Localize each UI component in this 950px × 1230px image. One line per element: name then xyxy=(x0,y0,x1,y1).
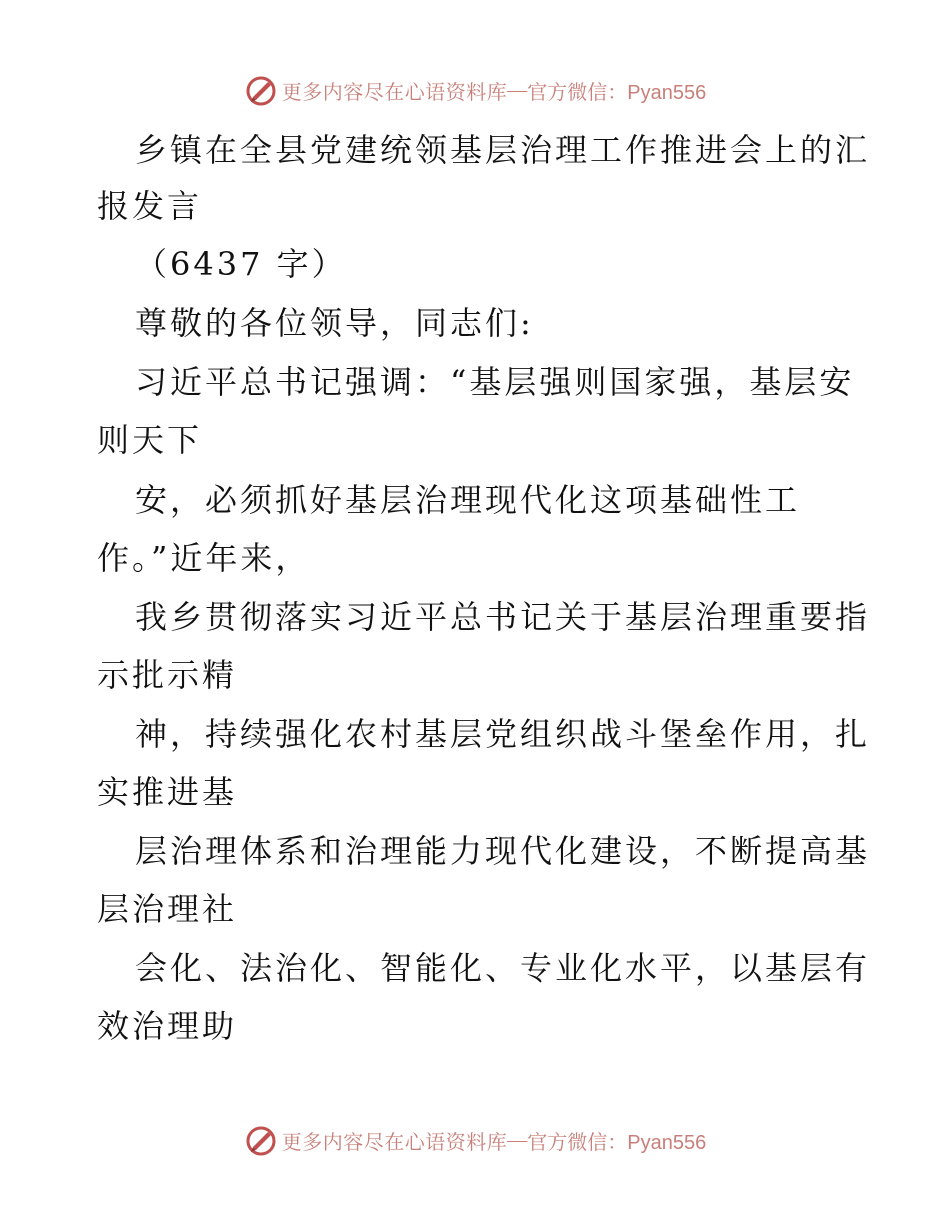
footer-banner-text: 更多内容尽在心语资料库 xyxy=(281,1131,508,1154)
title-line-2: 报发言 xyxy=(97,187,203,225)
body-line: 实推进基 xyxy=(97,773,238,811)
header-banner-text: 更多内容尽在心语资料库 xyxy=(281,81,508,104)
title-line-1: 乡镇在全县党建统领基层治理工作推进会上的汇 xyxy=(135,131,871,169)
header-banner xyxy=(0,70,950,110)
body-line: 示批示精 xyxy=(97,656,238,694)
word-count: （6437 字） xyxy=(135,245,347,283)
header-banner-wechat: 官方微信：Pyan556 xyxy=(527,81,707,104)
body-line: 层治理社 xyxy=(97,890,238,928)
body-line: 神，持续强化农村基层党组织战斗堡垒作用，扎 xyxy=(135,715,871,753)
body-line: 效治理助 xyxy=(97,1007,238,1045)
body-line: 我乡贯彻落实习近平总书记关于基层治理重要指 xyxy=(135,598,871,636)
footer-banner-separator: — xyxy=(507,1128,528,1151)
body-line: 安，必须抓好基层治理现代化这项基础性工 xyxy=(135,481,801,519)
body-line: 会化、法治化、智能化、专业化水平，以基层有 xyxy=(135,949,871,987)
body-line: 作。”近年来， xyxy=(97,539,311,577)
body-line: 习近平总书记强调：“基层强则国家强，基层安 xyxy=(135,363,855,401)
footer-banner xyxy=(0,1120,950,1160)
pen-logo-icon xyxy=(244,73,278,107)
body-line: 则天下 xyxy=(97,421,203,459)
footer-banner-wechat: 官方微信：Pyan556 xyxy=(527,1131,707,1154)
header-banner-separator: — xyxy=(507,78,528,101)
salutation: 尊敬的各位领导，同志们: xyxy=(135,304,534,342)
body-line: 层治理体系和治理能力现代化建设，不断提高基 xyxy=(135,832,871,870)
pen-logo-icon xyxy=(244,1123,278,1157)
